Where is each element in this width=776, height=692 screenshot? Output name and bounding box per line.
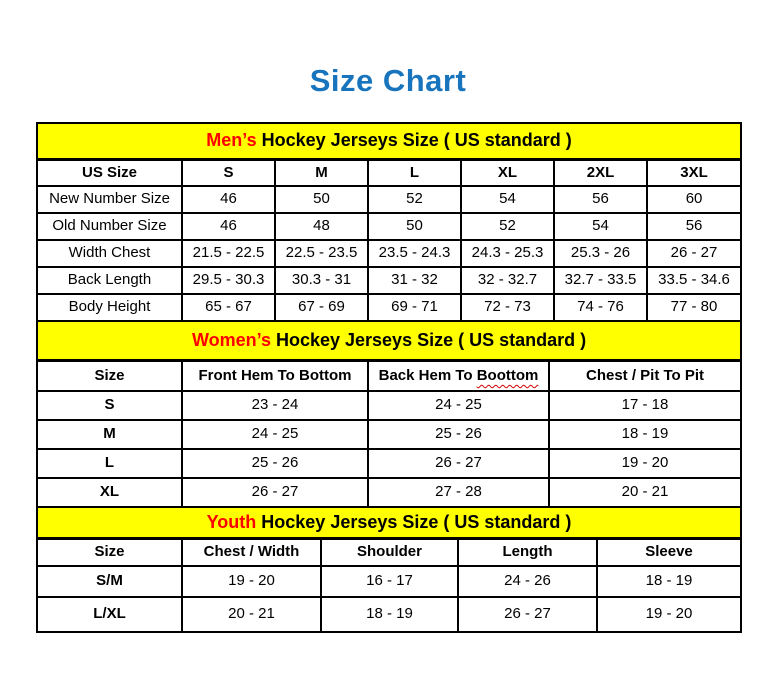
- size-value-cell: 29.5 - 30.3: [182, 267, 275, 294]
- size-value-cell: 48: [275, 213, 368, 240]
- size-value-cell: 25 - 26: [368, 420, 549, 449]
- size-value-cell: 56: [647, 213, 741, 240]
- page-title: Size Chart: [309, 63, 467, 98]
- size-value-cell: 46: [182, 213, 275, 240]
- row-label: Back Length: [37, 267, 182, 294]
- size-value-cell: 54: [554, 213, 647, 240]
- size-value-cell: 56: [554, 186, 647, 213]
- size-value-cell: 17 - 18: [549, 391, 741, 420]
- row-label: XL: [37, 478, 182, 507]
- size-value-cell: 18 - 19: [549, 420, 741, 449]
- size-value-cell: 23.5 - 24.3: [368, 240, 461, 267]
- size-value-cell: 50: [275, 186, 368, 213]
- youth-section-accent: Youth: [206, 511, 257, 532]
- youth-section-header-row: [37, 507, 741, 539]
- womens-col-header-back-hem: [368, 361, 549, 392]
- row-label: S/M: [37, 566, 182, 597]
- table-row: [37, 420, 741, 449]
- size-value-cell: 19 - 20: [549, 449, 741, 478]
- size-value-cell: 67 - 69: [275, 294, 368, 321]
- womens-section-header-row: [37, 321, 741, 361]
- size-value-cell: 24 - 26: [458, 566, 597, 597]
- size-value-cell: 26 - 27: [182, 478, 368, 507]
- size-value-cell: 32 - 32.7: [461, 267, 554, 294]
- size-value-cell: 74 - 76: [554, 294, 647, 321]
- size-value-cell: 19 - 20: [182, 566, 321, 597]
- size-value-cell: 25.3 - 26: [554, 240, 647, 267]
- table-row: [37, 478, 741, 507]
- size-value-cell: 33.5 - 34.6: [647, 267, 741, 294]
- size-value-cell: 30.3 - 31: [275, 267, 368, 294]
- youth-section-header: [37, 507, 741, 539]
- size-value-cell: 60: [647, 186, 741, 213]
- row-label: L: [37, 449, 182, 478]
- size-value-cell: 25 - 26: [182, 449, 368, 478]
- womens-column-header-row: [37, 361, 741, 392]
- size-value-cell: 20 - 21: [182, 597, 321, 632]
- size-value-cell: 18 - 19: [597, 566, 741, 597]
- back-hem-misspelled-word: Boottom: [476, 366, 539, 384]
- mens-column-header-row: [37, 160, 741, 187]
- youth-col-header-length: Length: [458, 539, 597, 567]
- mens-col-header-us-size: US Size: [37, 160, 182, 187]
- womens-section-accent: Women’s: [191, 329, 271, 350]
- row-label: L/XL: [37, 597, 182, 632]
- size-value-cell: 27 - 28: [368, 478, 549, 507]
- row-label: M: [37, 420, 182, 449]
- row-label: Width Chest: [37, 240, 182, 267]
- youth-col-header-chest-width: Chest / Width: [182, 539, 321, 567]
- size-value-cell: 52: [461, 213, 554, 240]
- size-chart-tables: [36, 122, 740, 633]
- size-value-cell: 24 - 25: [182, 420, 368, 449]
- size-value-cell: 20 - 21: [549, 478, 741, 507]
- size-value-cell: 21.5 - 22.5: [182, 240, 275, 267]
- youth-col-header-sleeve: Sleeve: [597, 539, 741, 567]
- size-value-cell: 77 - 80: [647, 294, 741, 321]
- size-value-cell: 26 - 27: [647, 240, 741, 267]
- table-row: [37, 267, 741, 294]
- size-value-cell: 52: [368, 186, 461, 213]
- mens-section-title-rest: Hockey Jerseys Size ( US standard ): [261, 130, 572, 151]
- table-row: [37, 597, 741, 632]
- youth-size-table: [36, 506, 742, 633]
- youth-section-title-rest: Hockey Jerseys Size ( US standard ): [261, 511, 572, 532]
- table-row: [37, 213, 741, 240]
- womens-size-table: [36, 320, 742, 508]
- size-value-cell: 16 - 17: [321, 566, 458, 597]
- table-row: [37, 186, 741, 213]
- size-value-cell: 72 - 73: [461, 294, 554, 321]
- size-value-cell: 18 - 19: [321, 597, 458, 632]
- mens-col-header-3xl: 3XL: [647, 160, 741, 187]
- table-row: [37, 566, 741, 597]
- table-row: [37, 294, 741, 321]
- womens-section-title-rest: Hockey Jerseys Size ( US standard ): [275, 329, 587, 350]
- row-label: New Number Size: [37, 186, 182, 213]
- womens-col-header-front-hem: Front Hem To Bottom: [182, 361, 368, 392]
- mens-col-header-m: M: [275, 160, 368, 187]
- youth-col-header-size: Size: [37, 539, 182, 567]
- back-hem-label-prefix: Back Hem To: [378, 366, 473, 384]
- womens-section-header: [37, 321, 741, 361]
- row-label: Old Number Size: [37, 213, 182, 240]
- youth-col-header-shoulder: Shoulder: [321, 539, 458, 567]
- mens-section-accent: Men’s: [206, 130, 257, 151]
- womens-col-header-size: Size: [37, 361, 182, 392]
- mens-col-header-2xl: 2XL: [554, 160, 647, 187]
- table-row: [37, 240, 741, 267]
- size-value-cell: 26 - 27: [368, 449, 549, 478]
- table-row: [37, 391, 741, 420]
- mens-col-header-xl: XL: [461, 160, 554, 187]
- size-value-cell: 69 - 71: [368, 294, 461, 321]
- mens-size-table: [36, 122, 742, 322]
- size-value-cell: 65 - 67: [182, 294, 275, 321]
- size-value-cell: 31 - 32: [368, 267, 461, 294]
- mens-section-header-row: [37, 123, 741, 160]
- size-value-cell: 32.7 - 33.5: [554, 267, 647, 294]
- mens-col-header-l: L: [368, 160, 461, 187]
- size-value-cell: 24.3 - 25.3: [461, 240, 554, 267]
- womens-col-header-chest-pit: Chest / Pit To Pit: [549, 361, 741, 392]
- size-value-cell: 23 - 24: [182, 391, 368, 420]
- table-row: [37, 449, 741, 478]
- mens-section-header: [37, 123, 741, 160]
- mens-col-header-s: S: [182, 160, 275, 187]
- size-value-cell: 22.5 - 23.5: [275, 240, 368, 267]
- row-label: S: [37, 391, 182, 420]
- size-value-cell: 50: [368, 213, 461, 240]
- size-value-cell: 26 - 27: [458, 597, 597, 632]
- youth-column-header-row: [37, 539, 741, 567]
- row-label: Body Height: [37, 294, 182, 321]
- size-value-cell: 19 - 20: [597, 597, 741, 632]
- size-value-cell: 24 - 25: [368, 391, 549, 420]
- size-value-cell: 54: [461, 186, 554, 213]
- size-value-cell: 46: [182, 186, 275, 213]
